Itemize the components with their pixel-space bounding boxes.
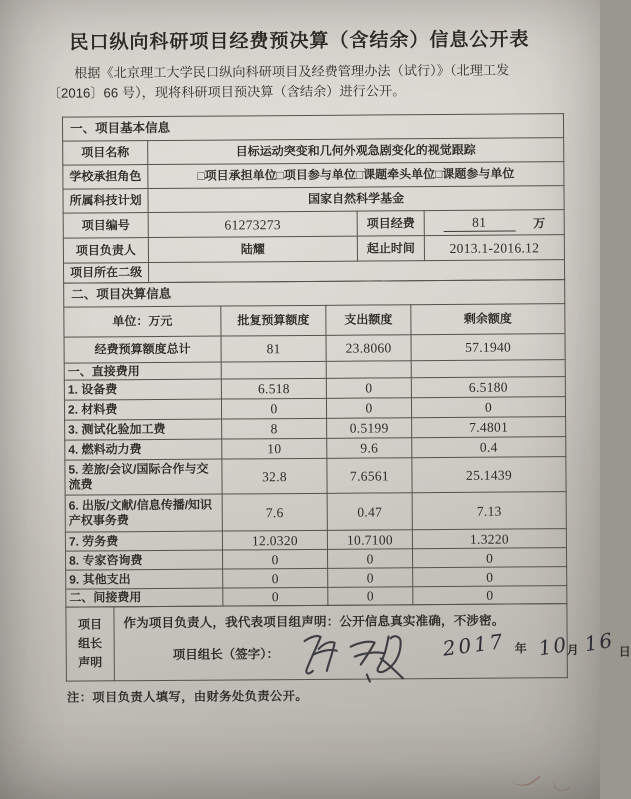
row-remaining (411, 360, 565, 378)
row-spent: 0 (326, 398, 411, 419)
row-remaining: 57.1940 (411, 334, 565, 361)
table-row (65, 457, 566, 495)
row-spent: 0 (328, 568, 413, 588)
col-header-unit: 单位：万元 (64, 306, 221, 337)
section-2-header: 二、项目决算信息 (64, 280, 565, 307)
secondary-unit-label: 项目所在二级 (63, 263, 148, 284)
decl-head-line: 组长 (78, 636, 103, 651)
handwritten-year: 2017 (441, 628, 507, 661)
decl-head-line: 声明 (78, 655, 103, 670)
project-no-label: 项目编号 (63, 213, 148, 239)
budget-header-row (64, 304, 565, 337)
declaration-body (114, 604, 631, 681)
pen-mark (553, 778, 573, 793)
row-spent (326, 361, 411, 379)
row-approved (221, 361, 326, 379)
year-label: 年 (514, 641, 527, 656)
row-remaining: 0 (413, 586, 567, 605)
table-row (63, 138, 564, 165)
intro-line-1: 根据《北京理工大学民口纵向科研项目及经费管理办法（试行）》（北理工发 (74, 62, 510, 81)
row-label: 3. 测试化验加工费 (65, 419, 222, 440)
row-approved: 6.518 (221, 378, 326, 399)
program-value: 国家自然科学基金 (148, 186, 564, 213)
funding-value (424, 210, 564, 236)
row-spent: 10.7100 (327, 530, 412, 550)
row-remaining: 0 (411, 397, 565, 418)
handwritten-day: 16 (582, 627, 616, 657)
declaration-table (65, 603, 631, 682)
table-row (63, 235, 564, 263)
row-label: 2. 材料费 (64, 399, 221, 420)
table-row (65, 492, 566, 532)
row-spent: 0 (327, 549, 412, 569)
row-label: 9. 其他支出 (66, 569, 223, 589)
row-label: 4. 燃料动力费 (65, 439, 222, 460)
row-label: 6. 出版/文献/信息传播/知识产权事务费 (65, 494, 222, 532)
row-label: 7. 劳务费 (65, 531, 222, 551)
signature-line (115, 627, 631, 680)
pi-label: 项目负责人 (63, 238, 148, 264)
page-title: 民口纵向科研项目经费预决算（含结余）信息公开表 (69, 29, 530, 54)
row-remaining: 0 (413, 567, 567, 587)
row-approved: 32.8 (222, 458, 327, 494)
duration-label: 起止时间 (357, 236, 424, 261)
row-approved: 0 (221, 398, 326, 419)
col-header-remaining: 剩余额度 (411, 304, 565, 335)
col-header-spent: 支出额度 (326, 305, 411, 336)
row-spent: 0.5199 (327, 418, 412, 439)
month-label: 月 (566, 643, 579, 658)
footnote: 注：项目负责人填写，由财务处负责公开。 (66, 688, 309, 705)
pi-value: 陆耀 (148, 236, 357, 262)
decl-head-line: 项目 (77, 617, 103, 632)
row-label: 1. 设备费 (64, 379, 221, 400)
row-remaining: 7.4801 (412, 417, 566, 438)
row-approved: 0 (223, 549, 328, 569)
row-spent: 23.8060 (326, 335, 411, 362)
program-label: 所属科技计划 (63, 189, 148, 214)
day-label: 日 (618, 644, 631, 659)
row-spent: 0 (326, 378, 411, 399)
basic-info-table (62, 113, 565, 284)
col-header-approved: 批复预算额度 (221, 305, 326, 336)
funding-unit: 万 (533, 215, 546, 230)
row-approved: 81 (221, 335, 326, 362)
row-spent: 0 (328, 587, 413, 606)
row-approved: 8 (222, 418, 327, 439)
declaration-statement: 作为项目负责人，我代表项目组声明：公开信息真实准确，不涉密。 (123, 613, 505, 631)
intro-paragraph (48, 60, 556, 104)
row-remaining: 0 (412, 548, 566, 568)
school-role-label: 学校承担角色 (63, 165, 148, 190)
school-role-checkboxes: □项目承担单位□项目参与单位□课题牵头单位□课题参与单位 (148, 162, 564, 189)
pen-mark (509, 763, 541, 793)
row-label: 一、直接费用 (64, 362, 221, 380)
row-label: 经费预算额度总计 (64, 336, 221, 363)
row-spent: 0.47 (327, 493, 412, 531)
project-name-value: 目标运动突变和几何外观急剧变化的视觉跟踪 (148, 138, 564, 165)
row-remaining: 25.1439 (412, 457, 566, 493)
funding-amount-underlined: 81 (443, 214, 515, 232)
row-approved: 12.0320 (222, 530, 327, 550)
row-remaining: 6.5180 (411, 377, 565, 398)
row-remaining: 1.3220 (412, 529, 566, 549)
funding-label: 项目经费 (357, 211, 424, 236)
project-name-label: 项目名称 (63, 141, 148, 166)
budget-table (63, 279, 567, 607)
sign-here-label: 项目组长（签字）： (172, 647, 280, 662)
handwritten-month: 10 (537, 632, 570, 661)
table-row (63, 186, 564, 213)
table-row (63, 162, 564, 189)
handwritten-signature (297, 624, 437, 683)
section-1-header: 一、项目基本信息 (62, 114, 563, 141)
row-approved: 10 (222, 438, 327, 459)
declaration-row-header (66, 607, 115, 681)
table-row (64, 334, 565, 363)
form-table (62, 113, 631, 681)
row-spent: 7.6561 (327, 458, 412, 494)
project-no-value: 61273273 (148, 211, 357, 237)
row-remaining: 7.13 (412, 492, 566, 530)
row-approved: 0 (223, 568, 328, 588)
row-approved: 0 (223, 587, 328, 606)
row-label: 二、间接费用 (66, 588, 223, 607)
table-row (63, 210, 564, 238)
duration-value: 2013.1-2016.12 (424, 235, 564, 261)
row-label: 8. 专家咨询费 (66, 550, 223, 570)
row-remaining: 0.4 (412, 437, 566, 458)
row-spent: 9.6 (327, 438, 412, 459)
row-label: 5. 差旅/会议/国际合作与交流费 (65, 459, 222, 495)
intro-line-2: 〔2016〕66 号），现将科研项目预决算（含结余）进行公开。 (47, 83, 406, 101)
row-approved: 7.6 (222, 493, 327, 531)
